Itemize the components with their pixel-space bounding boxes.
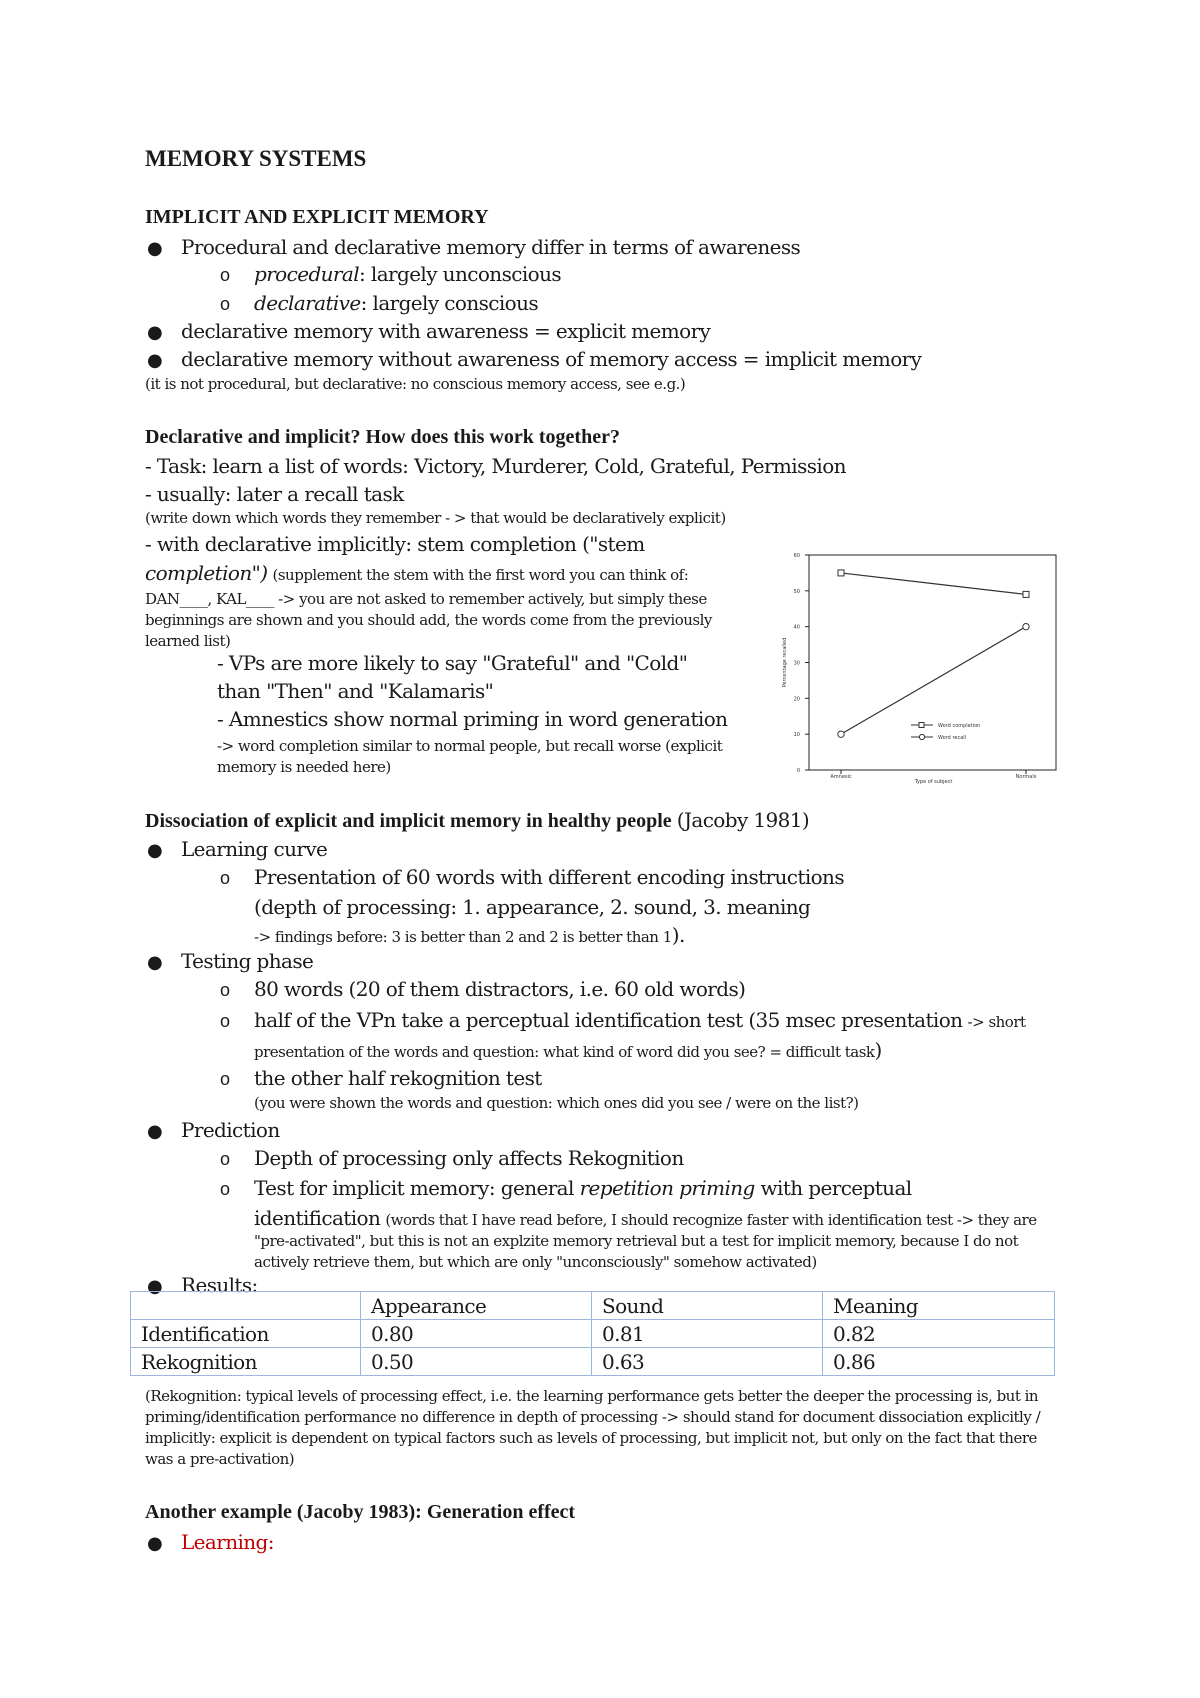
legend-label: Word recall	[938, 735, 967, 741]
table-header-row	[131, 1292, 1055, 1320]
circle-bullet-icon: o	[220, 980, 231, 1000]
section-heading-generation-effect: Another example (Jacoby 1983): Generation effect	[145, 1501, 576, 1523]
section-heading-dissociation: Dissociation of explicit and implicit memory in healthy people (Jacoby 1981)	[145, 808, 810, 832]
circle-bullet-icon: o	[220, 1011, 231, 1031]
series-line	[841, 627, 1026, 735]
bullet-text: Learning curve	[181, 837, 328, 861]
table-header-cell: Sound	[592, 1292, 823, 1320]
sub-bullet-note: actively retrieve them, but which are only "unconsciously" somehow activated)	[254, 1253, 817, 1271]
bullet-text: Prediction	[181, 1118, 280, 1142]
note-text: memory is needed here)	[217, 758, 391, 776]
sub-bullet-text: 80 words (20 of them distractors, i.e. 60 old words)	[254, 977, 746, 1001]
bullet-icon: ●	[147, 238, 163, 259]
body-line: - usually: later a recall task	[145, 482, 404, 506]
sub-bullet-note: "pre-activated", but this is not an explzite memory retrieval but a test for implicit memory, because I do not	[254, 1232, 1019, 1250]
body-line: completion") (supplement the stem with the first word you can think of:	[145, 561, 689, 585]
x-axis-label: Type of subject	[914, 779, 953, 784]
y-tick-label: 0	[796, 768, 800, 774]
circle-bullet-icon: o	[220, 868, 231, 888]
note-text: DAN____, KAL____ -> you are not asked to remember actively, but simply these	[145, 590, 707, 608]
body-line: - VPs are more likely to say "Grateful" and "Cold"	[217, 651, 688, 675]
table-cell: 0.50	[361, 1348, 592, 1376]
table-row	[131, 1348, 1055, 1376]
sub-bullet-text: (depth of processing: 1. appearance, 2. sound, 3. meaning	[254, 895, 811, 919]
bullet-text: Procedural and declarative memory differ in terms of awareness	[181, 235, 801, 259]
sub-bullet-text: half of the VPn take a perceptual identification test (35 msec presentation -> short	[254, 1008, 1026, 1032]
table-header-cell: Appearance	[361, 1292, 592, 1320]
data-point-circle	[838, 731, 844, 737]
y-tick-label: 40	[793, 624, 800, 631]
bullet-icon: ●	[147, 1121, 163, 1142]
priming-line-chart	[776, 549, 1061, 784]
bullet-icon: ●	[147, 350, 163, 371]
sub-bullet-text: declarative: largely conscious	[254, 291, 539, 315]
table-row	[131, 1320, 1055, 1348]
y-axis-label: Percentage recalled	[782, 637, 788, 688]
legend-marker-square	[919, 723, 924, 728]
note-text: was a pre-activation)	[145, 1450, 295, 1468]
circle-bullet-icon: o	[220, 294, 231, 314]
note-text: beginnings are shown and you should add, the words come from the previously	[145, 611, 712, 629]
data-point-circle	[1023, 623, 1029, 629]
circle-bullet-icon: o	[220, 265, 231, 285]
page-title: MEMORY SYSTEMS	[145, 146, 367, 171]
data-point-square	[838, 570, 844, 576]
sub-bullet-text: Depth of processing only affects Rekognition	[254, 1146, 684, 1170]
note-text: -> word completion similar to normal people, but recall worse (explicit	[217, 737, 723, 755]
body-line: than "Then" and "Kalamaris"	[217, 679, 494, 703]
sub-bullet-note: (you were shown the words and question: which ones did you see / were on the list?)	[254, 1094, 859, 1112]
section-heading-implicit-explicit: IMPLICIT AND EXPLICIT MEMORY	[145, 206, 489, 228]
note-text: priming/identification performance no difference in depth of processing -> should stand for document dissociation explicitly /	[145, 1408, 1041, 1426]
table-cell: 0.81	[592, 1320, 823, 1348]
series-line	[841, 573, 1026, 595]
sub-bullet-text: identification (words that I have read before, I should recognize faster with identification test -> they are	[254, 1206, 1037, 1230]
legend-marker-circle	[919, 734, 924, 739]
bullet-text: Results:	[181, 1273, 258, 1297]
section-heading-declarative-implicit: Declarative and implicit? How does this work together?	[145, 426, 620, 448]
y-tick-label: 20	[793, 696, 800, 703]
note-text: (Rekognition: typical levels of processing effect, i.e. the learning performance gets better the deeper the processing is, but in	[145, 1387, 1039, 1405]
bullet-icon: ●	[147, 322, 163, 343]
y-tick-label: 10	[793, 732, 800, 739]
bullet-icon: ●	[147, 840, 163, 861]
y-tick-label: 50	[793, 588, 800, 595]
bullet-text: declarative memory with awareness = explicit memory	[181, 319, 711, 343]
sub-bullet-text: Presentation of 60 words with different encoding instructions	[254, 865, 845, 889]
note-text: implicitly: explicit is dependent on typical factors such as levels of processing, but implicit not, but only on the fact that there	[145, 1429, 1037, 1447]
table-cell: 0.63	[592, 1348, 823, 1376]
table-header-cell: Meaning	[823, 1292, 1055, 1320]
x-tick-label: Amnesic	[830, 774, 852, 780]
y-tick-label: 60	[793, 553, 800, 559]
bullet-text: Testing phase	[181, 949, 314, 973]
table-header-cell	[131, 1292, 361, 1320]
sub-bullet-text: Test for implicit memory: general repetition priming with perceptual	[254, 1176, 912, 1200]
body-line: - with declarative implicitly: stem completion ("stem	[145, 532, 645, 556]
bullet-icon: ●	[147, 1533, 163, 1554]
body-line: - Amnestics show normal priming in word generation	[217, 707, 728, 731]
x-tick-label: Normals	[1015, 774, 1037, 780]
circle-bullet-icon: o	[220, 1149, 231, 1169]
table-cell: 0.80	[361, 1320, 592, 1348]
plot-frame	[809, 555, 1056, 770]
sub-bullet-note: presentation of the words and question: what kind of word did you see? = difficult task)	[254, 1038, 882, 1062]
data-point-square	[1023, 591, 1029, 597]
bullet-icon: ●	[147, 952, 163, 973]
results-table	[130, 1291, 1055, 1376]
circle-bullet-icon: o	[220, 1179, 231, 1199]
note-text: (it is not procedural, but declarative: no conscious memory access, see e.g.)	[145, 375, 686, 393]
bullet-icon: ●	[147, 1276, 163, 1297]
bullet-text: Learning:	[181, 1530, 274, 1554]
body-line: - Task: learn a list of words: Victory, Murderer, Cold, Grateful, Permission	[145, 454, 846, 478]
sub-bullet-note: -> findings before: 3 is better than 2 and 2 is better than 1).	[254, 923, 685, 947]
sub-bullet-text: procedural: largely unconscious	[254, 262, 562, 286]
table-cell: Rekognition	[131, 1348, 361, 1376]
legend-label: Word completion	[938, 723, 981, 729]
y-tick-label: 30	[793, 660, 800, 667]
bullet-text: declarative memory without awareness of memory access = implicit memory	[181, 347, 922, 371]
table-cell: 0.86	[823, 1348, 1055, 1376]
note-text: (write down which words they remember - > that would be declaratively explicit)	[145, 509, 726, 527]
table-cell: 0.82	[823, 1320, 1055, 1348]
table-cell: Identification	[131, 1320, 361, 1348]
circle-bullet-icon: o	[220, 1069, 231, 1089]
sub-bullet-text: the other half rekognition test	[254, 1066, 542, 1090]
note-text: learned list)	[145, 632, 231, 650]
